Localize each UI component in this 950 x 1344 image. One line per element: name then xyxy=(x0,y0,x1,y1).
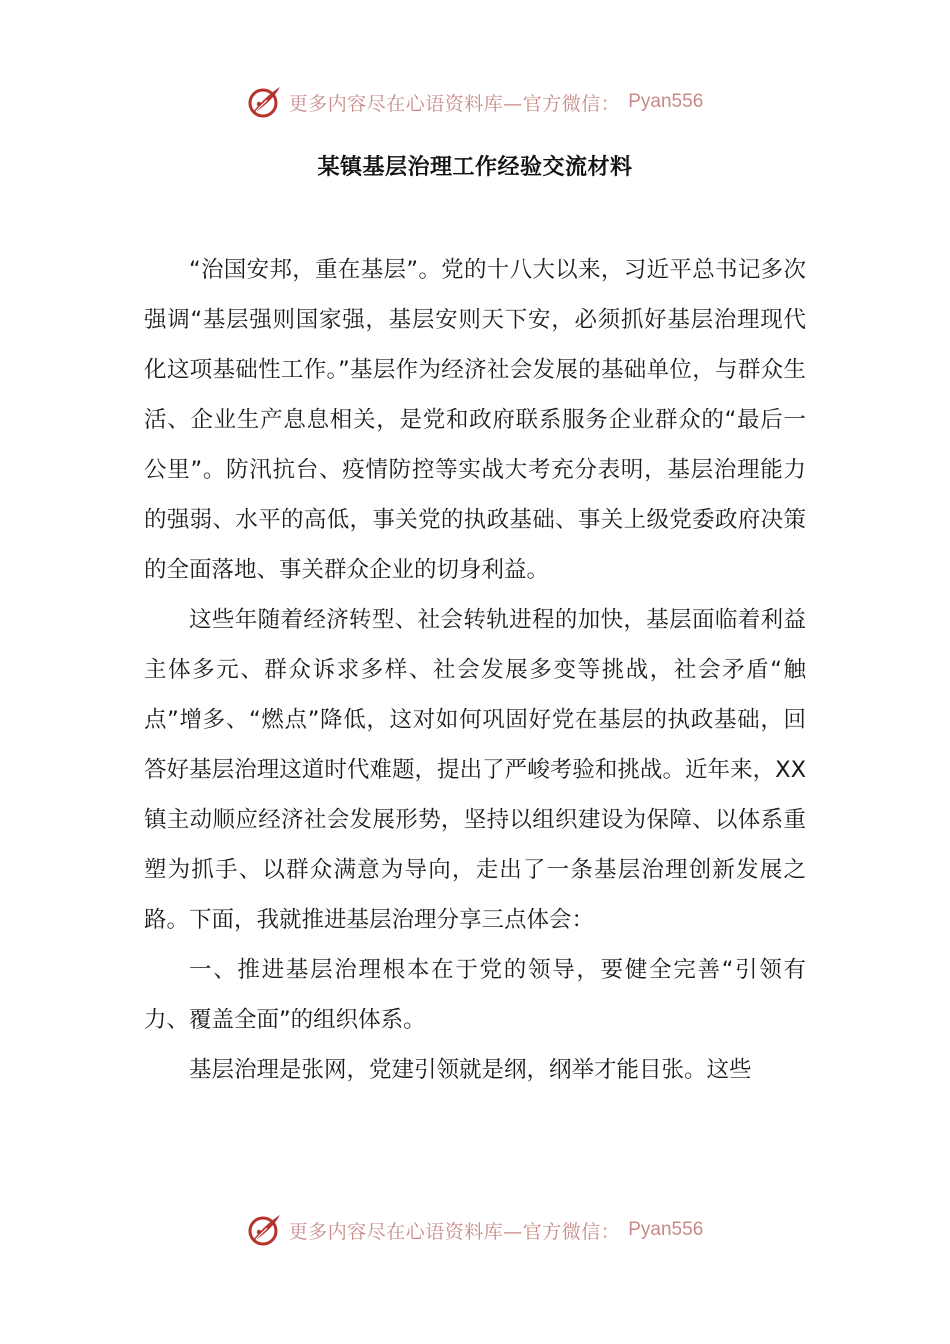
paragraph: “治国安邦，重在基层”。党的十八大以来，习近平总书记多次强调“基层强则国家强，基层安则天下安，必须抓好基层治理现代化这项基础性工作。”基层作为经济社会发展的基础单位，与群众生活、企业生产息息相关，是党和政府联系服务企业群众的“最后一公里”。防汛抗台、疫情防控等实战大考充分表明，基层治理能力的强弱、水平的高低，事关党的执政基础、事关上级党委政府决策的全面落地、事关群众企业的切身利益。 xyxy=(144,257,806,583)
document-body xyxy=(144,245,806,1095)
section-heading: 一、推进基层治理根本在于党的领导，要健全完善“引领有力、覆盖全面”的组织体系。 xyxy=(144,957,806,1033)
document-title: 某镇基层治理工作经验交流材料 xyxy=(317,155,633,180)
watermark-id: Pyan556 xyxy=(628,1219,704,1240)
footer-watermark xyxy=(0,1210,950,1250)
paragraph: 这些年随着经济转型、社会转轨进程的加快，基层面临着利益主体多元、群众诉求多样、社会发展多变等挑战，社会矛盾“触点”增多、“燃点”降低，这对如何巩固好党在基层的执政基础，回答好基层治理这道时代难题，提出了严峻考验和挑战。近年来，XX镇主动顺应经济社会发展形势，坚持以组织建设为保障、以体系重塑为抓手、以群众满意为导向，走出了一条基层治理创新发展之路。下面，我就推进基层治理分享三点体会： xyxy=(144,607,806,933)
watermark-text: 更多内容尽在心语资料库—官方微信： xyxy=(288,1220,621,1243)
paragraph: 基层治理是张网，党建引领就是纲，纲举才能目张。这些 xyxy=(189,1057,752,1083)
header-watermark xyxy=(0,82,950,122)
watermark-text: 更多内容尽在心语资料库—官方微信： xyxy=(288,92,621,115)
quill-logo-icon xyxy=(247,84,283,120)
quill-logo-icon xyxy=(247,1212,283,1248)
watermark-id: Pyan556 xyxy=(628,91,704,112)
